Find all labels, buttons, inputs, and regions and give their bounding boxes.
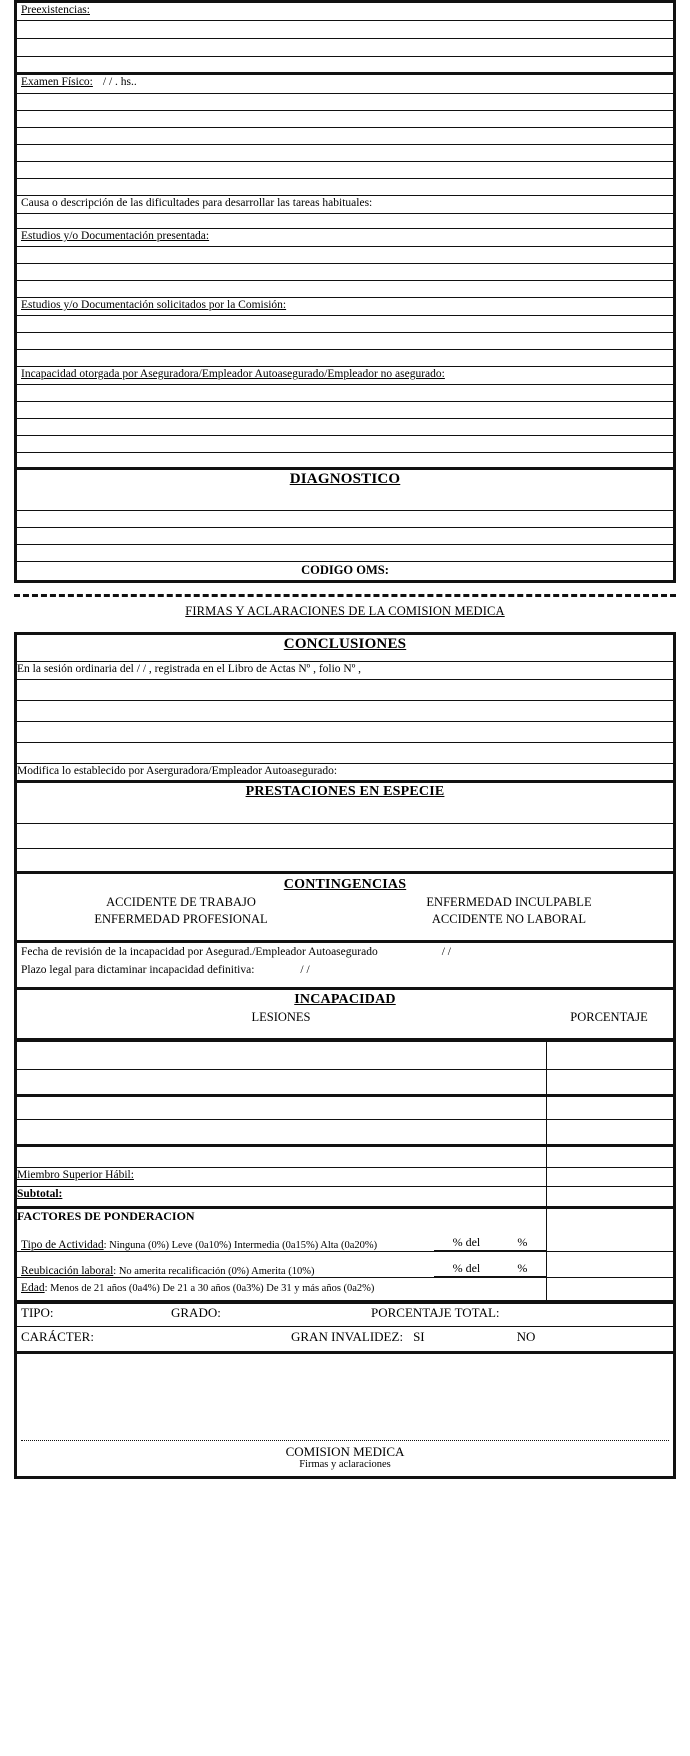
factor-tipo-actividad-text (17, 1239, 434, 1251)
plazo-legal-row[interactable] (17, 958, 673, 976)
contingencias-row-1 (17, 893, 673, 910)
blank-line[interactable] (16, 179, 675, 196)
table-row (16, 1070, 675, 1096)
table-row (16, 57, 675, 74)
contingencia-accidente-de-trabajo[interactable]: ACCIDENTE DE TRABAJO (106, 894, 256, 909)
blank-line[interactable] (16, 21, 675, 39)
table-row (16, 469, 675, 511)
contingencias-row-2 (17, 910, 673, 927)
subtotal-row[interactable] (16, 1187, 547, 1208)
caracter-label: CARÁCTER: (21, 1329, 94, 1344)
blank-line[interactable] (16, 680, 675, 701)
blank-line[interactable] (16, 453, 675, 469)
codigo-oms-label: CODIGO OMS: (301, 563, 389, 577)
factor-edad-text (17, 1282, 546, 1294)
table-row (16, 39, 675, 57)
table-row (16, 162, 675, 179)
fechas-block (16, 942, 675, 989)
table-row (16, 1278, 675, 1302)
blank-line[interactable] (16, 743, 675, 764)
firmas-aclaraciones-comision-heading: FIRMAS Y ACLARACIONES DE LA COMISION MEDICA (185, 604, 505, 618)
grado-label: GRADO: (171, 1305, 221, 1320)
field-incapacidad-otorgada[interactable] (16, 367, 675, 385)
lesion-cell[interactable] (16, 1042, 547, 1070)
diagnostico-heading: DIAGNOSTICO (289, 471, 401, 487)
miembro-superior-habil-value[interactable] (547, 1168, 675, 1187)
blank-line[interactable] (16, 350, 675, 367)
factor-tipo-actividad-pct-del: % del (452, 1235, 481, 1250)
sesion-ordinaria-row[interactable] (16, 662, 675, 680)
blank-line[interactable] (16, 824, 675, 849)
blank-line[interactable] (16, 111, 675, 128)
table-row (16, 1096, 675, 1120)
factor-edad-value[interactable] (547, 1278, 675, 1302)
table-row (16, 2, 675, 21)
table-row (16, 1168, 675, 1187)
factor-reubicacion-laboral-row[interactable] (16, 1252, 547, 1278)
porcentaje-cell[interactable] (547, 1042, 675, 1070)
table-row (16, 1208, 675, 1229)
factor-reubicacion-pct-del: % del (452, 1261, 481, 1276)
factores-heading-cell (16, 1208, 547, 1229)
table-row (16, 385, 675, 402)
table-row (16, 1120, 675, 1146)
factor-reubicacion-text (17, 1265, 434, 1277)
blank-line[interactable] (16, 722, 675, 743)
factor-tipo-actividad-detail: : Ninguna (0%) Leve (0a10%) Intermedia (0a15%) Alta (0a20%) (103, 1239, 378, 1251)
table-row (16, 316, 675, 333)
table-row (16, 74, 675, 94)
porcentaje-cell[interactable] (547, 1120, 675, 1146)
table-row (16, 281, 675, 298)
table-row (16, 873, 675, 942)
blank-line[interactable] (16, 402, 675, 419)
caracter-gran-invalidez-row[interactable] (16, 1327, 675, 1353)
diagnostico-block (16, 469, 675, 511)
lesion-cell[interactable] (16, 1146, 547, 1168)
label-incapacidad-otorgada: Incapacidad otorgada por Aseguradora/Empleador Autoasegurado/Empleador no asegurado: (21, 368, 445, 380)
incapacidad-heading: INCAPACIDAD (294, 992, 396, 1007)
lesion-cell[interactable] (16, 1120, 547, 1146)
factor-tipo-actividad-pct: % (517, 1235, 528, 1250)
incapacidad-column-headers (17, 1008, 673, 1024)
incapacidad-detail-table (14, 1041, 676, 1303)
blank-line[interactable] (16, 316, 675, 333)
conclusiones-table (14, 632, 676, 1041)
contingencia-accidente-no-laboral[interactable]: ACCIDENTE NO LABORAL (431, 911, 587, 926)
dictamen-footer-table (14, 1303, 676, 1479)
blank-line[interactable] (16, 281, 675, 298)
miembro-superior-habil-label: Miembro Superior Hábil: (17, 1169, 134, 1181)
table-row (16, 214, 675, 229)
table-row (16, 402, 675, 419)
blank-line[interactable] (16, 419, 675, 436)
table-row (16, 634, 675, 662)
column-header-porcentaje: PORCENTAJE (570, 1009, 648, 1024)
field-estudios-solicitados[interactable] (16, 298, 675, 316)
table-row (16, 196, 675, 214)
subtotal-label: Subtotal: (17, 1188, 63, 1200)
gran-invalidez-label: GRAN INVALIDEZ: (291, 1329, 404, 1344)
prestaciones-heading-cell (16, 782, 675, 824)
factor-reubicacion-pct: % (517, 1261, 528, 1276)
contingencia-enfermedad-profesional[interactable]: ENFERMEDAD PROFESIONAL (94, 911, 268, 926)
contingencia-enfermedad-inculpable[interactable]: ENFERMEDAD INCULPABLE (426, 894, 592, 909)
blank-line[interactable] (16, 162, 675, 179)
table-row (16, 1042, 675, 1070)
table-row (16, 247, 675, 264)
factor-edad-detail: : Menos de 21 años (0a4%) De 21 a 30 años (0a3%) De 31 y más años (0a2%) (44, 1283, 375, 1295)
tipo-label: TIPO: (21, 1305, 54, 1320)
table-row (16, 419, 675, 436)
porcentaje-total-label: PORCENTAJE TOTAL: (371, 1305, 500, 1320)
factores-ponderacion-heading: FACTORES DE PONDERACION (17, 1209, 195, 1223)
modifica-establecido-row[interactable] (16, 764, 675, 782)
table-row (16, 350, 675, 367)
signature-space[interactable] (17, 1354, 673, 1440)
signature-block (16, 1353, 675, 1478)
table-row (16, 179, 675, 196)
table-row (16, 562, 675, 582)
table-row (16, 662, 675, 680)
fecha-revision-label: Fecha de revisión de la incapacidad por Asegurad./Empleador Autoasegurado (21, 946, 378, 958)
medical-exam-table (14, 0, 676, 583)
comision-medica-label: COMISION MEDICA (285, 1444, 405, 1459)
blank-line[interactable] (16, 39, 675, 57)
blank-line[interactable] (16, 545, 675, 562)
factor-edad-row[interactable] (16, 1278, 547, 1302)
table-row (16, 849, 675, 873)
conclusiones-heading: CONCLUSIONES (283, 636, 407, 652)
label-estudios-solicitados: Estudios y/o Documentación solicitados por la Comisión: (21, 299, 287, 311)
blank-line[interactable] (16, 385, 675, 402)
factor-reubicacion-value[interactable] (547, 1252, 675, 1278)
field-causa-descripcion[interactable] (16, 196, 675, 214)
table-row (16, 436, 675, 453)
value-examen-fisico-datetime: / / . hs.. (102, 76, 137, 88)
blank-line[interactable] (16, 247, 675, 264)
table-row (16, 111, 675, 128)
table-row (16, 989, 675, 1040)
table-row (16, 824, 675, 849)
table-row (16, 21, 675, 39)
factor-reubicacion-detail: : No amerita recalificación (0%) Amerita (10%) (113, 1265, 315, 1277)
table-row (16, 1304, 675, 1327)
table-row (16, 453, 675, 469)
contingencias-block (16, 873, 675, 942)
blank-line[interactable] (16, 849, 675, 873)
modifica-establecido-label: Modifica lo establecido por Aserguradora/Empleador Autoasegurado: (17, 765, 338, 777)
table-row (16, 1327, 675, 1353)
gran-invalidez-no-option[interactable]: NO (516, 1329, 536, 1344)
table-row (16, 1228, 675, 1252)
table-row (16, 511, 675, 528)
factor-edad-label: Edad (21, 1282, 45, 1295)
factor-reubicacion-label: Reubicación laboral (21, 1264, 114, 1277)
contingencias-heading: CONTINGENCIAS (283, 877, 407, 892)
table-row (16, 367, 675, 385)
conclusiones-heading-cell (16, 634, 675, 662)
table-row (16, 782, 675, 824)
table-row (16, 229, 675, 247)
table-row (16, 722, 675, 743)
label-examen-fisico: Examen Físico: (21, 76, 93, 88)
blank-line[interactable] (16, 214, 675, 229)
field-estudios-presentada[interactable] (16, 229, 675, 247)
blank-line[interactable] (16, 333, 675, 350)
factor-tipo-actividad-row[interactable] (16, 1228, 547, 1252)
codigo-oms-row[interactable] (16, 562, 675, 582)
table-row (16, 145, 675, 162)
fecha-revision-row[interactable] (17, 943, 673, 958)
blank-line[interactable] (16, 57, 675, 74)
table-row (16, 528, 675, 545)
table-row (16, 94, 675, 111)
miembro-superior-habil-row[interactable] (16, 1168, 547, 1187)
blank-line[interactable] (16, 128, 675, 145)
table-row (16, 743, 675, 764)
factor-tipo-actividad-label: Tipo de Actividad (21, 1238, 104, 1251)
prestaciones-en-especie-heading: PRESTACIONES EN ESPECIE (245, 784, 445, 799)
blank-line[interactable] (16, 511, 675, 528)
incapacidad-header-block (16, 989, 675, 1040)
blank-line[interactable] (16, 94, 675, 111)
tipo-grado-porcentaje-row[interactable] (16, 1304, 675, 1327)
label-estudios-presentada: Estudios y/o Documentación presentada: (21, 230, 210, 242)
lesion-cell[interactable] (16, 1070, 547, 1096)
porcentaje-cell[interactable] (547, 1096, 675, 1120)
table-row (16, 1252, 675, 1278)
table-row (16, 942, 675, 989)
caracter-line (17, 1327, 673, 1344)
firmas-y-aclaraciones-label: Firmas y aclaraciones (299, 1458, 391, 1470)
label-causa-descripcion: Causa o descripción de las dificultades para desarrollar las tareas habituales: (21, 197, 373, 209)
porcentaje-cell[interactable] (547, 1070, 675, 1096)
plazo-legal-value: / / (300, 964, 310, 977)
blank-line[interactable] (16, 145, 675, 162)
table-row (16, 333, 675, 350)
subtotal-value[interactable] (547, 1187, 675, 1208)
table-row (16, 545, 675, 562)
table-row (16, 264, 675, 281)
table-row (16, 764, 675, 782)
factores-heading-value[interactable] (547, 1208, 675, 1229)
table-row (16, 701, 675, 722)
plazo-legal-label: Plazo legal para dictaminar incapacidad definitiva: (21, 964, 255, 977)
blank-line[interactable] (16, 528, 675, 545)
fecha-revision-value: / / (441, 946, 451, 958)
blank-line[interactable] (16, 264, 675, 281)
spacer (14, 619, 676, 632)
table-row (16, 1146, 675, 1168)
field-preexistencias[interactable] (16, 2, 675, 21)
tipo-grado-line (17, 1304, 673, 1320)
column-header-lesiones: LESIONES (251, 1009, 311, 1024)
gran-invalidez-si-option[interactable]: SI (413, 1329, 425, 1344)
table-row (16, 1353, 675, 1478)
label-preexistencias: Preexistencias: (21, 4, 90, 16)
table-row (16, 1187, 675, 1208)
field-examen-fisico[interactable] (16, 74, 675, 94)
lesion-cell[interactable] (16, 1096, 547, 1120)
table-row (16, 298, 675, 316)
factor-tipo-actividad-value[interactable] (547, 1228, 675, 1252)
table-row (16, 680, 675, 701)
blank-line[interactable] (16, 701, 675, 722)
porcentaje-cell[interactable] (547, 1146, 675, 1168)
sesion-ordinaria-text: En la sesión ordinaria del / / , registrada en el Libro de Actas Nº , folio Nº , (17, 663, 362, 675)
blank-line[interactable] (16, 436, 675, 453)
table-row (16, 128, 675, 145)
